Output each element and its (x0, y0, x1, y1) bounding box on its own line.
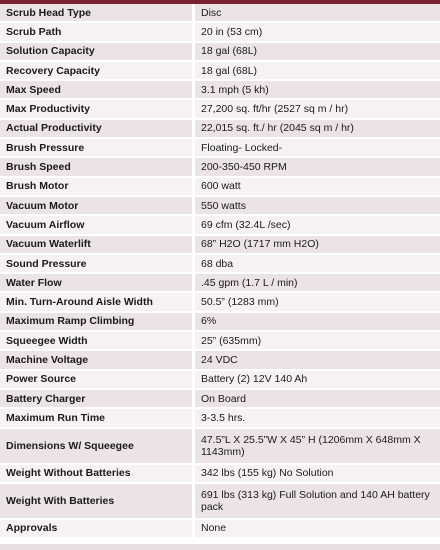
spec-value: 69 cfm (32.4L /sec) (192, 216, 440, 235)
spec-value: 68 dba (192, 255, 440, 274)
table-row (0, 197, 440, 216)
spec-label: Battery Charger (0, 390, 192, 409)
table-row (0, 43, 440, 62)
spec-label: Actual Productivity (0, 120, 192, 139)
spec-value: 691 lbs (313 kg) Full Solution and 140 AH battery pack (192, 484, 440, 520)
spec-value: 6% (192, 313, 440, 332)
spec-label: Scrub Path (0, 23, 192, 42)
table-row (0, 390, 440, 409)
spec-value: 3-3.5 hrs. (192, 409, 440, 428)
spec-label: Maximum Run Time (0, 409, 192, 428)
table-row (0, 520, 440, 539)
table-row (0, 216, 440, 235)
table-row (0, 158, 440, 177)
spec-label: Min. Turn-Around Aisle Width (0, 293, 192, 312)
spec-label: Vacuum Motor (0, 197, 192, 216)
table-row (0, 236, 440, 255)
spec-value: 600 watt (192, 178, 440, 197)
spec-value: 24 VDC (192, 351, 440, 370)
table-row (0, 100, 440, 119)
spec-label: Solution Capacity (0, 43, 192, 62)
spec-label: Sound Pressure (0, 255, 192, 274)
spec-label: Weight With Batteries (0, 484, 192, 520)
spec-label: Brush Pressure (0, 139, 192, 158)
spec-value: 25” (635mm) (192, 332, 440, 351)
spec-label: Squeegee Width (0, 332, 192, 351)
table-row (0, 465, 440, 484)
table-row (0, 371, 440, 390)
spec-value: 47.5”L X 25.5”W X 45” H (1206mm X 648mm X 1143mm) (192, 429, 440, 465)
table-row (0, 351, 440, 370)
spec-value: 18 gal (68L) (192, 43, 440, 62)
table-row (0, 484, 440, 520)
spec-value: 20 in (53 cm) (192, 23, 440, 42)
spec-value: .45 gpm (1.7 L / min) (192, 274, 440, 293)
spec-value: 200-350-450 RPM (192, 158, 440, 177)
spec-table (0, 4, 440, 539)
table-row (0, 274, 440, 293)
footer-band (0, 544, 440, 550)
table-row (0, 255, 440, 274)
spec-value: Disc (192, 4, 440, 23)
table-row (0, 23, 440, 42)
table-row (0, 139, 440, 158)
table-row (0, 4, 440, 23)
spec-value: 50.5” (1283 mm) (192, 293, 440, 312)
table-row (0, 429, 440, 465)
table-row (0, 120, 440, 139)
spec-value: 22,015 sq. ft./ hr (2045 sq m / hr) (192, 120, 440, 139)
spec-label: Water Flow (0, 274, 192, 293)
spec-label: Brush Speed (0, 158, 192, 177)
table-row (0, 332, 440, 351)
spec-value: Battery (2) 12V 140 Ah (192, 371, 440, 390)
table-row (0, 293, 440, 312)
spec-label: Scrub Head Type (0, 4, 192, 23)
spec-value: None (192, 520, 440, 539)
spec-label: Machine Voltage (0, 351, 192, 370)
table-row (0, 62, 440, 81)
spec-value: 550 watts (192, 197, 440, 216)
spec-value: 3.1 mph (5 kh) (192, 81, 440, 100)
spec-label: Max Speed (0, 81, 192, 100)
spec-value: On Board (192, 390, 440, 409)
spec-label: Maximum Ramp Climbing (0, 313, 192, 332)
spec-value: Floating- Locked- (192, 139, 440, 158)
spec-label: Vacuum Airflow (0, 216, 192, 235)
spec-label: Max Productivity (0, 100, 192, 119)
table-row (0, 81, 440, 100)
spec-label: Vacuum Waterlift (0, 236, 192, 255)
spec-label: Dimensions W/ Squeegee (0, 429, 192, 465)
spec-value: 27,200 sq. ft/hr (2527 sq m / hr) (192, 100, 440, 119)
spec-value: 68” H2O (1717 mm H2O) (192, 236, 440, 255)
spec-label: Recovery Capacity (0, 62, 192, 81)
spec-label: Power Source (0, 371, 192, 390)
spec-label: Weight Without Batteries (0, 465, 192, 484)
table-row (0, 313, 440, 332)
table-row (0, 178, 440, 197)
spec-value: 18 gal (68L) (192, 62, 440, 81)
spec-value: 342 lbs (155 kg) No Solution (192, 465, 440, 484)
table-row (0, 409, 440, 428)
spec-label: Brush Motor (0, 178, 192, 197)
spec-label: Approvals (0, 520, 192, 539)
